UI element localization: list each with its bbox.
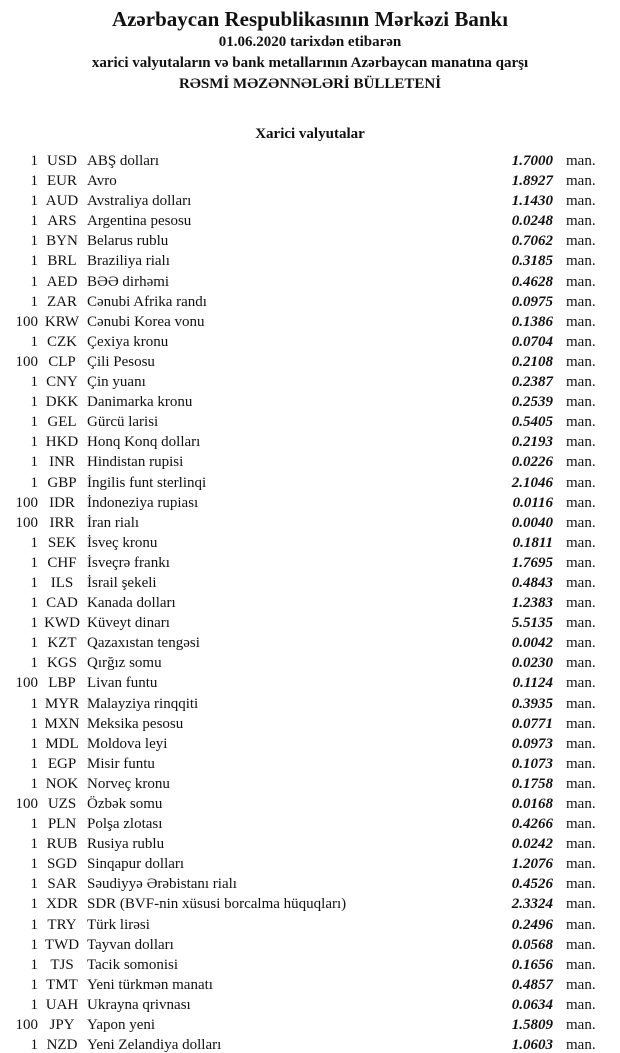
unit-cell: man. — [566, 514, 596, 531]
currency-name-cell: Norveç kronu — [87, 775, 170, 792]
quantity-cell: 1 — [30, 554, 38, 571]
unit-cell: man. — [566, 454, 596, 471]
quantity-cell: 1 — [30, 695, 38, 712]
quantity-cell: 1 — [30, 916, 38, 933]
rate-row — [0, 734, 620, 754]
rate-value-cell: 2.1046 — [511, 474, 553, 491]
quantity-cell: 100 — [15, 353, 38, 370]
rate-row — [0, 774, 620, 794]
quantity-cell: 100 — [15, 1017, 38, 1034]
unit-cell: man. — [566, 394, 596, 411]
rate-row — [0, 633, 620, 653]
rate-value-cell: 0.0040 — [511, 514, 553, 531]
quantity-cell: 1 — [30, 715, 38, 732]
currency-code-cell: EUR — [47, 173, 77, 190]
rate-row — [0, 251, 620, 271]
quantity-cell: 1 — [30, 876, 38, 893]
quantity-cell: 1 — [30, 173, 38, 190]
unit-cell: man. — [566, 474, 596, 491]
quantity-cell: 1 — [30, 293, 38, 310]
quantity-cell: 1 — [30, 414, 38, 431]
currency-name-cell: Çexiya kronu — [87, 333, 169, 350]
rate-row — [0, 975, 620, 995]
rate-value-cell: 5.5135 — [511, 615, 553, 632]
currency-code-cell: CLP — [48, 353, 76, 370]
unit-cell: man. — [566, 655, 596, 672]
currency-name-cell: İsveç kronu — [87, 534, 158, 551]
currency-code-cell: ILS — [50, 574, 74, 591]
quantity-cell: 1 — [30, 615, 38, 632]
unit-cell: man. — [566, 675, 596, 692]
currency-code-cell: KWD — [44, 615, 80, 632]
rate-value-cell: 0.2387 — [511, 374, 553, 391]
section-title-foreign-currencies: Xarici valyutalar — [255, 126, 365, 142]
unit-cell: man. — [566, 595, 596, 612]
unit-cell: man. — [566, 233, 596, 250]
quantity-cell: 1 — [30, 574, 38, 591]
rate-row — [0, 432, 620, 452]
currency-name-cell: İsveçrə frankı — [87, 554, 170, 571]
unit-cell: man. — [566, 816, 596, 833]
currency-name-cell: Avstraliya dolları — [87, 193, 192, 210]
currency-name-cell: Küveyt dinarı — [87, 615, 170, 632]
rate-value-cell: 0.1758 — [511, 775, 553, 792]
bank-title: Azərbaycan Respublikasının Mərkəzi Bankı — [111, 7, 509, 31]
quantity-cell: 1 — [30, 735, 38, 752]
unit-cell: man. — [566, 695, 596, 712]
rate-value-cell: 1.7000 — [511, 153, 553, 169]
unit-cell: man. — [566, 876, 596, 893]
currency-name-cell: Özbək somu — [87, 796, 163, 812]
quantity-cell: 1 — [30, 775, 38, 792]
unit-cell: man. — [566, 434, 596, 451]
currency-code-cell: NOK — [45, 775, 79, 792]
currency-code-cell: JPY — [49, 1017, 75, 1034]
currency-name-cell: Misir funtu — [87, 755, 155, 772]
rate-value-cell: 0.0634 — [511, 996, 553, 1013]
rate-value-cell: 1.2076 — [511, 856, 553, 873]
rate-value-cell: 0.1811 — [512, 534, 553, 551]
rate-value-cell: 0.1386 — [511, 313, 553, 330]
quantity-cell: 1 — [30, 233, 38, 250]
effective-date-line: 01.06.2020 tarixdən etibarən — [218, 34, 402, 50]
rate-value-cell: 0.4266 — [511, 816, 553, 833]
quantity-cell: 100 — [15, 313, 38, 330]
quantity-cell: 1 — [30, 956, 38, 973]
unit-cell: man. — [566, 293, 596, 310]
quantity-cell: 1 — [30, 595, 38, 612]
rate-value-cell: 0.0568 — [511, 936, 553, 953]
unit-cell: man. — [566, 635, 596, 652]
currency-name-cell: Braziliya rialı — [87, 253, 170, 270]
currency-name-cell: Yapon yeni — [87, 1017, 156, 1034]
unit-cell: man. — [566, 173, 596, 190]
unit-cell: man. — [566, 273, 596, 290]
currency-code-cell: CAD — [46, 595, 78, 612]
currency-code-cell: UZS — [47, 796, 77, 812]
currency-name-cell: Danimarka kronu — [87, 394, 193, 411]
currency-name-cell: Rusiya rublu — [87, 836, 165, 853]
currency-code-cell: BRL — [47, 253, 77, 270]
quantity-cell: 1 — [30, 896, 38, 913]
rate-row — [0, 573, 620, 593]
rate-value-cell: 1.2383 — [511, 595, 553, 612]
rate-value-cell: 0.1124 — [512, 675, 553, 692]
rate-value-cell: 0.0975 — [511, 293, 553, 310]
rate-row — [0, 452, 620, 472]
currency-code-cell: TMT — [46, 976, 78, 993]
rate-row — [0, 272, 620, 292]
unit-cell: man. — [566, 936, 596, 953]
currency-name-cell: Polşa zlotası — [87, 816, 163, 833]
currency-name-cell: Tayvan dolları — [87, 936, 174, 953]
quantity-cell: 1 — [30, 1037, 38, 1053]
quantity-cell: 1 — [30, 454, 38, 471]
currency-name-cell: Malayziya rinqqiti — [87, 695, 199, 712]
unit-cell: man. — [566, 253, 596, 270]
quantity-cell: 100 — [15, 796, 38, 812]
currency-name-cell: Ukrayna qrivnası — [87, 996, 191, 1013]
rate-row — [0, 935, 620, 955]
currency-code-cell: GEL — [47, 414, 77, 431]
currency-name-cell: Cənubi Korea vonu — [87, 313, 205, 330]
currency-code-cell: GBP — [47, 474, 77, 491]
unit-cell: man. — [566, 414, 596, 431]
unit-cell: man. — [566, 836, 596, 853]
rate-value-cell: 1.7695 — [511, 554, 553, 571]
currency-name-cell: Belarus rublu — [87, 233, 169, 250]
quantity-cell: 1 — [30, 655, 38, 672]
currency-code-cell: HKD — [45, 434, 79, 451]
rate-row — [0, 171, 620, 191]
rate-row — [0, 915, 620, 935]
quantity-cell: 100 — [15, 514, 38, 531]
rate-row — [0, 191, 620, 211]
currency-name-cell: Yeni Zelandiya dolları — [87, 1037, 222, 1053]
currency-code-cell: INR — [49, 454, 75, 471]
currency-name-cell: Çili Pesosu — [87, 353, 155, 370]
currency-code-cell: ZAR — [47, 293, 77, 310]
currency-code-cell: SGD — [46, 856, 77, 873]
rate-row — [0, 473, 620, 493]
rate-row — [0, 292, 620, 312]
rate-value-cell: 0.7062 — [511, 233, 553, 250]
currency-name-cell: Moldova leyi — [87, 735, 168, 752]
unit-cell: man. — [566, 1037, 596, 1053]
quantity-cell: 1 — [30, 755, 38, 772]
bulletin-title: RƏSMİ MƏZƏNNƏLƏRİ BÜLLETENİ — [178, 76, 442, 92]
currency-name-cell: Argentina pesosu — [87, 213, 192, 230]
rate-row — [0, 553, 620, 573]
rate-value-cell: 1.8927 — [511, 173, 553, 190]
rate-row — [0, 1015, 620, 1035]
currency-name-cell: İsrail şekeli — [87, 574, 157, 591]
quantity-cell: 1 — [30, 534, 38, 551]
currency-code-cell: AED — [46, 273, 78, 290]
document-header — [0, 0, 620, 95]
exchange-rates-table — [0, 151, 620, 1053]
currency-code-cell: USD — [46, 153, 77, 169]
unit-cell: man. — [566, 494, 596, 511]
quantity-cell: 1 — [30, 394, 38, 411]
currency-code-cell: MYR — [44, 695, 80, 712]
rate-value-cell: 0.0226 — [511, 454, 553, 471]
rate-row — [0, 352, 620, 372]
currency-code-cell: MDL — [45, 735, 79, 752]
unit-cell: man. — [566, 856, 596, 873]
quantity-cell: 1 — [30, 474, 38, 491]
rate-row — [0, 694, 620, 714]
rate-row — [0, 995, 620, 1015]
rate-row — [0, 814, 620, 834]
currency-code-cell: TRY — [47, 916, 77, 933]
unit-cell: man. — [566, 796, 596, 812]
currency-name-cell: Tacik somonisi — [87, 956, 179, 973]
rate-row — [0, 754, 620, 774]
currency-name-cell: İran rialı — [87, 514, 140, 531]
currency-code-cell: PLN — [47, 816, 77, 833]
currency-name-cell: Kanada dolları — [87, 595, 176, 612]
rate-value-cell: 0.4857 — [511, 976, 553, 993]
quantity-cell: 1 — [30, 213, 38, 230]
rate-row — [0, 151, 620, 171]
unit-cell: man. — [566, 213, 596, 230]
currency-code-cell: LBP — [48, 675, 76, 692]
rate-value-cell: 0.4526 — [511, 876, 553, 893]
currency-code-cell: KZT — [47, 635, 77, 652]
quantity-cell: 100 — [15, 494, 38, 511]
quantity-cell: 1 — [30, 374, 38, 391]
rate-row — [0, 493, 620, 513]
unit-cell: man. — [566, 896, 596, 913]
rate-row — [0, 834, 620, 854]
rate-row — [0, 533, 620, 553]
rate-row — [0, 794, 620, 814]
currency-code-cell: EGP — [47, 755, 77, 772]
currency-name-cell: Səudiyyə Ərəbistanı rialı — [87, 876, 237, 893]
quantity-cell: 1 — [30, 836, 38, 853]
rate-value-cell: 1.1430 — [511, 193, 553, 210]
unit-cell: man. — [566, 574, 596, 591]
unit-cell: man. — [566, 735, 596, 752]
rate-value-cell: 0.2539 — [511, 394, 553, 411]
rate-value-cell: 0.0973 — [511, 735, 553, 752]
rate-row — [0, 854, 620, 874]
currency-name-cell: ABŞ dolları — [87, 153, 160, 169]
quantity-cell: 1 — [30, 936, 38, 953]
unit-cell: man. — [566, 153, 596, 169]
rate-value-cell: 1.5809 — [511, 1017, 553, 1034]
currency-name-cell: Sinqapur dolları — [87, 856, 185, 873]
quantity-cell: 1 — [30, 153, 38, 169]
rate-value-cell: 0.0116 — [512, 494, 553, 511]
currency-code-cell: TWD — [44, 936, 80, 953]
quantity-cell: 1 — [30, 273, 38, 290]
currency-name-cell: Çin yuanı — [87, 374, 146, 391]
unit-cell: man. — [566, 193, 596, 210]
currency-code-cell: SEK — [47, 534, 77, 551]
currency-code-cell: KGS — [46, 655, 77, 672]
currency-code-cell: KRW — [44, 313, 80, 330]
rate-row — [0, 312, 620, 332]
unit-cell: man. — [566, 996, 596, 1013]
rate-value-cell: 0.2193 — [511, 434, 553, 451]
rate-row — [0, 513, 620, 533]
rate-value-cell: 0.5405 — [511, 414, 553, 431]
rate-row — [0, 211, 620, 231]
unit-cell: man. — [566, 374, 596, 391]
quantity-cell: 1 — [30, 333, 38, 350]
currency-code-cell: TJS — [50, 956, 74, 973]
rate-value-cell: 0.0771 — [511, 715, 553, 732]
currency-code-cell: CZK — [47, 333, 77, 350]
unit-cell: man. — [566, 353, 596, 370]
currency-name-cell: Hindistan rupisi — [87, 454, 184, 471]
rate-row — [0, 593, 620, 613]
currency-code-cell: RUB — [46, 836, 78, 853]
unit-cell: man. — [566, 534, 596, 551]
currency-name-cell: Qırğız somu — [87, 655, 162, 672]
currency-code-cell: CNY — [46, 374, 78, 391]
rate-row — [0, 955, 620, 975]
unit-cell: man. — [566, 313, 596, 330]
quantity-cell: 1 — [30, 434, 38, 451]
rate-value-cell: 0.4843 — [511, 574, 553, 591]
rate-value-cell: 0.1073 — [511, 755, 553, 772]
rate-row — [0, 372, 620, 392]
currency-name-cell: Qazaxıstan tengəsi — [87, 635, 200, 652]
currency-name-cell: Honq Konq dolları — [87, 434, 201, 451]
currency-code-cell: IRR — [49, 514, 75, 531]
rate-value-cell: 0.3935 — [511, 695, 553, 712]
rate-value-cell: 2.3324 — [511, 896, 553, 913]
rate-row — [0, 874, 620, 894]
unit-cell: man. — [566, 1017, 596, 1034]
quantity-cell: 1 — [30, 635, 38, 652]
rate-row — [0, 673, 620, 693]
rate-value-cell: 0.0242 — [511, 836, 553, 853]
currency-code-cell: AUD — [45, 193, 79, 210]
unit-cell: man. — [566, 554, 596, 571]
rate-value-cell: 0.0042 — [511, 635, 553, 652]
currency-name-cell: SDR (BVF-nin xüsusi borcalma hüquqları) — [87, 896, 347, 913]
currency-code-cell: MXN — [44, 715, 80, 732]
rate-value-cell: 0.0230 — [511, 655, 553, 672]
unit-cell: man. — [566, 976, 596, 993]
rate-row — [0, 714, 620, 734]
currency-name-cell: İngilis funt sterlinqi — [87, 474, 207, 491]
currency-name-cell: BƏƏ dirhəmi — [87, 273, 170, 290]
currency-name-cell: Gürcü larisi — [87, 414, 159, 431]
unit-cell: man. — [566, 333, 596, 350]
rate-row — [0, 412, 620, 432]
rate-row — [0, 392, 620, 412]
currency-code-cell: SAR — [47, 876, 77, 893]
unit-cell: man. — [566, 775, 596, 792]
unit-cell: man. — [566, 956, 596, 973]
quantity-cell: 1 — [30, 856, 38, 873]
rate-value-cell: 1.0603 — [511, 1037, 553, 1053]
currency-code-cell: NZD — [46, 1037, 78, 1053]
unit-cell: man. — [566, 755, 596, 772]
currency-code-cell: UAH — [45, 996, 79, 1013]
rate-row — [0, 613, 620, 633]
rate-row — [0, 231, 620, 251]
rate-value-cell: 0.0248 — [511, 213, 553, 230]
quantity-cell: 1 — [30, 996, 38, 1013]
currency-name-cell: Yeni türkmən manatı — [87, 976, 213, 993]
currency-code-cell: IDR — [49, 494, 75, 511]
quantity-cell: 1 — [30, 193, 38, 210]
currency-code-cell: DKK — [45, 394, 79, 411]
currency-name-cell: Türk lirəsi — [87, 916, 150, 933]
currency-name-cell: İndoneziya rupiası — [87, 494, 199, 511]
rate-row — [0, 332, 620, 352]
currency-code-cell: XDR — [46, 896, 78, 913]
currency-code-cell: BYN — [46, 233, 78, 250]
currency-name-cell: Meksika pesosu — [87, 715, 184, 732]
quantity-cell: 1 — [30, 253, 38, 270]
currency-name-cell: Cənubi Afrika randı — [87, 293, 207, 310]
rate-value-cell: 0.4628 — [511, 273, 553, 290]
currency-name-cell: Livan funtu — [87, 675, 158, 692]
rate-value-cell: 0.2496 — [511, 916, 553, 933]
unit-cell: man. — [566, 715, 596, 732]
rate-row — [0, 1035, 620, 1053]
rate-value-cell: 0.0168 — [511, 796, 553, 812]
rate-value-cell: 0.2108 — [511, 353, 553, 370]
subject-line: xarici valyutaların və bank metallarının Azərbaycan manatına qarşı — [91, 55, 529, 71]
rate-value-cell: 0.1656 — [511, 956, 553, 973]
rate-value-cell: 0.0704 — [511, 333, 553, 350]
unit-cell: man. — [566, 615, 596, 632]
rate-value-cell: 0.3185 — [511, 253, 553, 270]
rate-row — [0, 653, 620, 673]
rate-row — [0, 894, 620, 914]
quantity-cell: 100 — [15, 675, 38, 692]
currency-code-cell: CHF — [47, 554, 77, 571]
currency-name-cell: Avro — [87, 173, 117, 190]
currency-code-cell: ARS — [47, 213, 77, 230]
quantity-cell: 1 — [30, 976, 38, 993]
unit-cell: man. — [566, 916, 596, 933]
quantity-cell: 1 — [30, 816, 38, 833]
